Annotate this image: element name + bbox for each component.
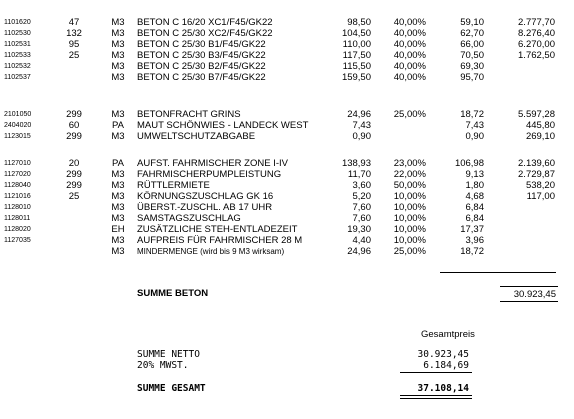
line-code: 1102537 [4,74,31,81]
line-description: ZUSÄTZLICHE STEH-ENTLADEZEIT [137,224,298,235]
line-unit: M3 [111,17,125,28]
table-row [0,131,574,142]
line-description: UMWELTSCHUTZABGABE [137,131,256,142]
line-unit-price: 5,20 [352,191,371,202]
table-row [0,158,574,169]
line-net-price: 59,10 [460,17,484,28]
line-quantity: 299 [66,109,82,120]
table-row [0,202,574,213]
line-unit: M3 [111,202,125,213]
line-total: 269,10 [525,131,555,142]
line-description: ÜBERST.-ZUSCHL. AB 17 UHR [137,202,273,213]
table-row [0,61,574,72]
line-discount: 10,00% [393,213,426,224]
table-row [0,109,574,120]
line-discount: 10,00% [393,224,426,235]
line-net-price: 69,30 [460,61,484,72]
line-discount: 25,00% [393,246,426,257]
line-description: RÜTTLERMIETE [137,180,210,191]
line-unit-price: 159,50 [341,72,371,83]
line-unit-price: 7,43 [352,120,371,131]
line-description: MINDERMENGE (wird bis 9 M3 wirksam) [137,247,285,256]
line-description: BETON C 25/30 B7/F45/GK22 [137,72,266,83]
line-unit: M3 [111,169,125,180]
line-unit-price: 11,70 [347,169,371,180]
line-description: BETON C 25/30 XC2/F45/GK22 [137,28,273,39]
line-unit: M3 [111,28,125,39]
line-discount: 25,00% [393,109,426,120]
table-row [0,180,574,191]
table-row [0,39,574,50]
line-net-price: 9,13 [465,169,484,180]
mwst-underline [400,372,472,373]
line-total: 2.139,60 [518,158,555,169]
line-discount: 23,00% [393,158,426,169]
line-total: 2.777,70 [518,17,555,28]
line-unit: M3 [111,39,125,50]
line-unit-price: 4,40 [352,235,371,246]
line-total: 1.762,50 [518,50,555,61]
line-unit: M3 [111,246,125,257]
line-net-price: 62,70 [460,28,484,39]
summe-gesamt-value: 37.108,14 [417,383,469,394]
line-total: 2.729,87 [518,169,555,180]
line-description: BETONFRACHT GRINS [137,109,241,120]
line-description: AUFST. FAHRMISCHER ZONE I-IV [137,158,288,169]
line-unit: M3 [111,72,125,83]
line-total: 5.597,28 [518,109,555,120]
line-net-price: 70,50 [460,50,484,61]
line-unit: EH [111,224,125,235]
line-discount: 22,00% [393,169,426,180]
line-discount: 50,00% [393,180,426,191]
line-net-price: 6,84 [465,202,484,213]
line-discount: 40,00% [393,72,426,83]
line-net-price: 66,00 [460,39,484,50]
line-total: 117,00 [526,191,555,202]
line-code: 2101050 [4,111,32,118]
line-net-price: 17,37 [460,224,484,235]
line-code: 1128010 [4,204,31,211]
line-total: 445,80 [525,120,555,131]
line-unit-price: 3,60 [352,180,371,191]
summe-beton-box-bottom [500,301,558,302]
line-unit: M3 [111,131,125,142]
line-unit-price: 115,50 [342,61,371,72]
line-quantity: 20 [68,158,80,169]
summe-beton-value: 30.923,45 [513,289,556,300]
line-description: FAHRMISCHERPUMPLEISTUNG [137,169,282,180]
line-net-price: 4,68 [465,191,484,202]
line-code: 1128020 [4,226,31,233]
gesamt-rule-2 [400,398,472,399]
line-unit-price: 117,50 [342,50,371,61]
line-description: BETON C 25/30 B2/F45/GK22 [137,61,266,72]
summe-beton-label: SUMME BETON [137,288,209,299]
line-unit: M3 [111,235,125,246]
line-net-price: 7,43 [465,120,484,131]
summe-netto-value: 30.923,45 [417,349,469,360]
line-discount: 40,00% [393,61,426,72]
table-row [0,246,574,257]
line-code: 1128040 [4,182,31,189]
table-row [0,72,574,83]
line-unit-price: 110,00 [342,39,371,50]
line-unit: M3 [111,213,125,224]
line-quantity: 25 [68,50,80,61]
line-description: AUFPREIS FÜR FAHRMISCHER 28 M [137,235,303,246]
gesamt-rule-1 [400,395,472,396]
mwst-value: 6.184,69 [423,360,469,371]
line-unit-price: 24,96 [347,246,371,257]
line-net-price: 18,72 [460,246,484,257]
line-code: 1102531 [4,41,31,48]
line-quantity: 60 [68,120,80,131]
table-row [0,50,574,61]
line-unit-price: 138,93 [341,158,371,169]
line-unit: M3 [111,191,125,202]
line-unit-price: 19,30 [347,224,371,235]
table-row [0,169,574,180]
table-row [0,213,574,224]
line-unit-price: 7,60 [352,202,371,213]
subtotal-rule-net [440,272,556,273]
line-code: 1102533 [4,52,31,59]
table-row [0,235,574,246]
line-net-price: 3,96 [465,235,484,246]
line-description: BETON C 25/30 B3/F45/GK22 [137,50,266,61]
line-quantity: 299 [66,131,82,142]
table-row [0,17,574,28]
line-net-price: 1,80 [465,180,484,191]
line-unit-price: 24,96 [347,109,371,120]
summe-gesamt-label: SUMME GESAMT [137,383,206,394]
line-description: BETON C 25/30 B1/F45/GK22 [137,39,266,50]
line-net-price: 95,70 [460,72,484,83]
line-discount: 10,00% [393,202,426,213]
line-net-price: 0,90 [465,131,484,142]
summe-beton-box-top [500,286,558,287]
line-net-price: 6,84 [465,213,484,224]
line-unit: M3 [111,109,125,120]
line-code: 1121016 [4,193,31,200]
line-description: KÖRNUNGSZUSCHLAG GK 16 [137,191,274,202]
line-unit-price: 0,90 [352,131,371,142]
line-discount: 10,00% [393,191,426,202]
line-discount: 40,00% [393,28,426,39]
line-unit-price: 104,50 [341,28,371,39]
line-code: 1101620 [4,19,31,26]
table-row [0,191,574,202]
line-unit: PA [112,158,124,169]
line-quantity: 95 [68,39,80,50]
line-description: MAUT SCHÖNWIES - LANDECK WEST [137,120,309,131]
table-row [0,120,574,131]
line-unit: M3 [111,180,125,191]
line-total: 538,20 [525,180,555,191]
line-code: 2404020 [4,122,32,129]
line-description: SAMSTAGSZUSCHLAG [137,213,241,224]
line-discount: 40,00% [393,50,426,61]
line-discount: 40,00% [393,17,426,28]
line-code: 1102530 [4,30,31,37]
mwst-label: 20% MWST. [137,360,189,371]
line-discount: 40,00% [393,39,426,50]
line-quantity: 299 [66,180,82,191]
line-quantity: 25 [68,191,80,202]
summe-netto-label: SUMME NETTO [137,349,200,360]
line-total: 8.276,40 [518,28,555,39]
table-row [0,224,574,235]
line-net-price: 106,98 [454,158,484,169]
table-row [0,28,574,39]
line-quantity: 299 [66,169,82,180]
line-code: 1127010 [4,160,31,167]
line-quantity: 132 [66,28,82,39]
line-code: 1127020 [4,171,31,178]
line-code: 1128011 [4,215,31,222]
line-code: 1123015 [4,133,31,140]
gesamtpreis-header: Gesamtpreis [421,329,475,340]
line-code: 1102532 [4,63,31,70]
line-description: BETON C 16/20 XC1/F45/GK22 [137,17,273,28]
line-total: 6.270,00 [518,39,555,50]
line-discount: 10,00% [393,235,426,246]
line-net-price: 18,72 [460,109,484,120]
line-unit: M3 [111,61,125,72]
line-unit: PA [112,120,124,131]
line-unit-price: 98,50 [347,17,371,28]
line-quantity: 47 [68,17,80,28]
line-unit-price: 7,60 [352,213,371,224]
line-code: 1127035 [4,237,31,244]
line-unit: M3 [111,50,125,61]
